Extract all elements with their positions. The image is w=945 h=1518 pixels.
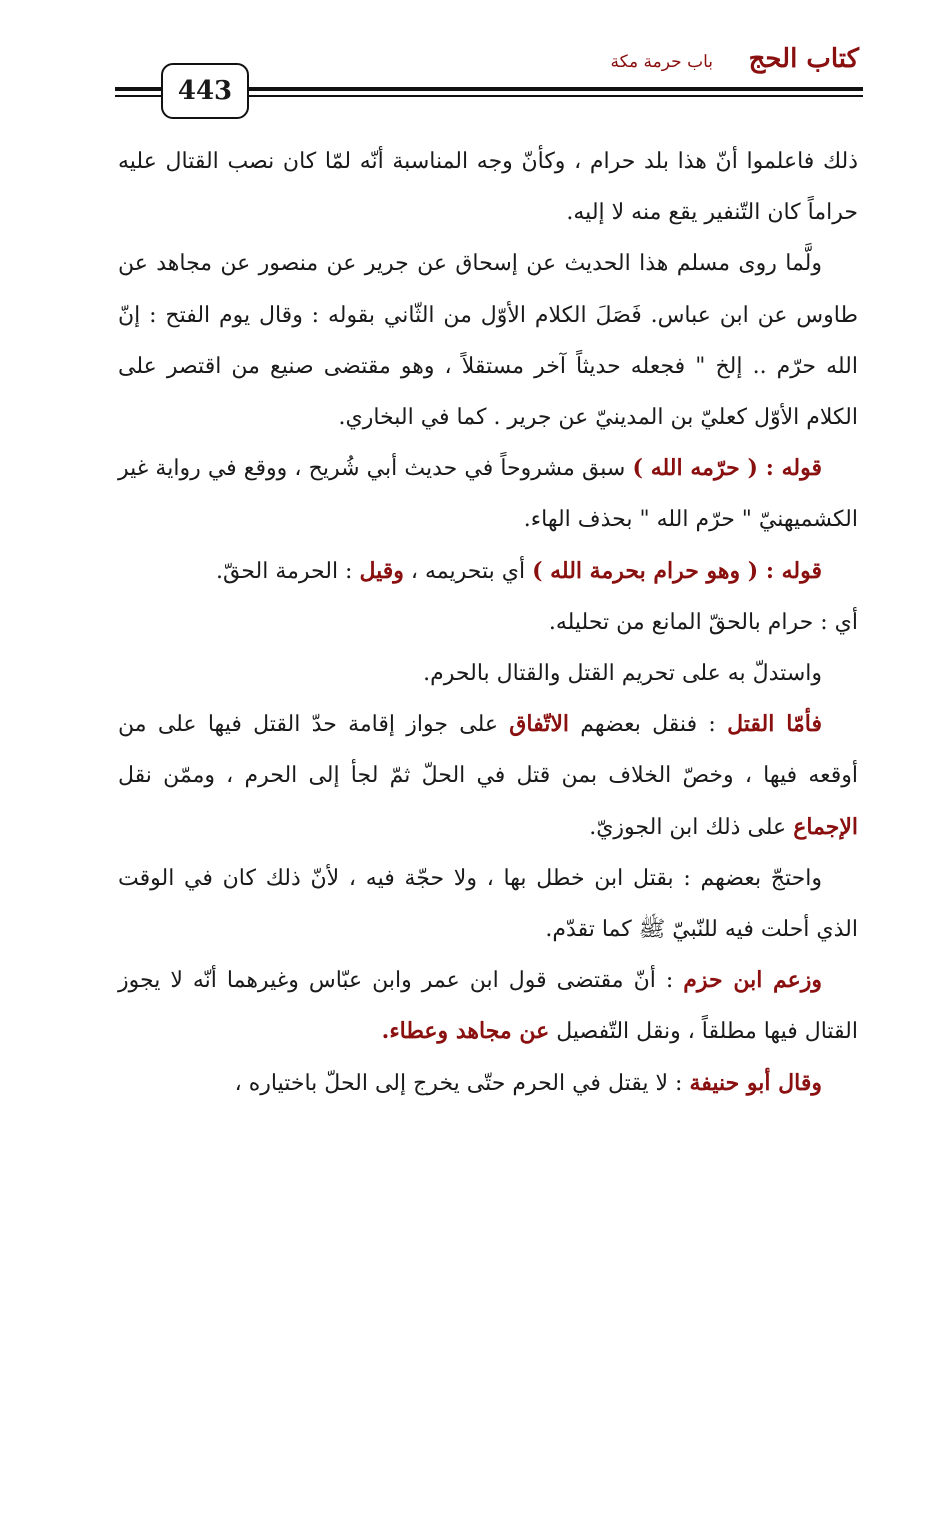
highlighted-phrase: الاتّفاق — [509, 711, 569, 738]
highlighted-phrase: الإجماع — [793, 813, 858, 840]
text-run: سبق مشروحاً في حديث أبي شُريح ، ووقع في رواية غير الكشميهنيّ " حرّم الله " بحذف الهاء. — [118, 456, 858, 533]
highlighted-phrase: وقيل — [359, 557, 404, 584]
paragraph — [118, 955, 858, 1057]
book-title: كتاب الحج — [748, 44, 859, 74]
page-body — [118, 136, 858, 1109]
text-run: ذلك فاعلموا أنّ هذا بلد حرام ، وكأنّ وجه المناسبة أنّه لمّا كان نصب القتال عليه حراماً كان التّنفير يقع منه لا إليه. — [118, 149, 858, 226]
text-run: أي بتحريمه ، — [403, 558, 533, 584]
paragraph — [118, 1058, 858, 1109]
paragraph — [118, 546, 858, 597]
highlighted-phrase: قوله : ( وهو حرام بحرمة الله ) — [532, 557, 822, 584]
text-run: واحتجّ بعضهم : بقتل ابن خطل بها ، ولا حجّة فيه ، لأنّ ذلك كان في الوقت الذي أحلت فيه للنّبيّ ﷺ كما تقدّم. — [118, 865, 858, 943]
page-number: 443 — [177, 76, 233, 106]
text-run: ولَّما روى مسلم هذا الحديث عن إسحاق عن جرير عن منصور عن مجاهد عن طاوس عن ابن عباس. فَصَلَ الكلام الأوّل من الثّاني بقوله : وقال يوم الفتح : إنّ الله حرّم .. إلخ " فجعله حديثاً آخر مستقلاً ، وهو مقتضى صنيع من اقتصر على الكلام الأوّل كعليّ بن المدينيّ عن جرير . كما في البخاري. — [118, 251, 858, 431]
highlighted-phrase: عن مجاهد وعطاء. — [381, 1018, 550, 1045]
highlighted-phrase: وزعم ابن حزم — [683, 967, 822, 994]
paragraph — [118, 699, 858, 853]
page-header — [115, 40, 863, 130]
paragraph — [118, 443, 858, 545]
text-run: : فنقل بعضهم — [568, 712, 728, 738]
highlighted-phrase: فأمّا القتل — [727, 711, 822, 738]
text-run: : لا يقتل في الحرم حتّى يخرج إلى الحلّ باختياره ، — [234, 1070, 690, 1096]
text-run: : أنّ مقتضى قول ابن عمر وابن عبّاس وغيرهما أنّه لا يجوز القتال فيها مطلقاً ، ونقل التّفصيل — [118, 968, 858, 1045]
page-number-box — [161, 63, 249, 119]
highlighted-phrase: وقال أبو حنيفة — [689, 1069, 822, 1096]
paragraph — [118, 853, 858, 955]
paragraph — [118, 238, 858, 443]
highlighted-phrase: قوله : ( حرّمه الله ) — [632, 455, 822, 482]
paragraph — [118, 136, 858, 238]
chapter-title: باب حرمة مكة — [610, 52, 713, 72]
text-run: : الحرمة الحقّ. — [215, 558, 360, 584]
paragraph — [118, 648, 858, 699]
text-run: على جواز إقامة حدّ القتل فيها على من أوقعه فيها ، وخصّ الخلاف بمن قتل في الحلّ ثمّ لجأ إلى الحرم ، وممّن نقل — [118, 712, 858, 789]
text-run: أي : حرام بالحقّ المانع من تحليله. — [548, 609, 858, 635]
text-run: على ذلك ابن الجوزيّ. — [589, 814, 794, 840]
text-run: واستدلّ به على تحريم القتل والقتال بالحرم. — [423, 661, 822, 687]
paragraph — [118, 597, 858, 648]
